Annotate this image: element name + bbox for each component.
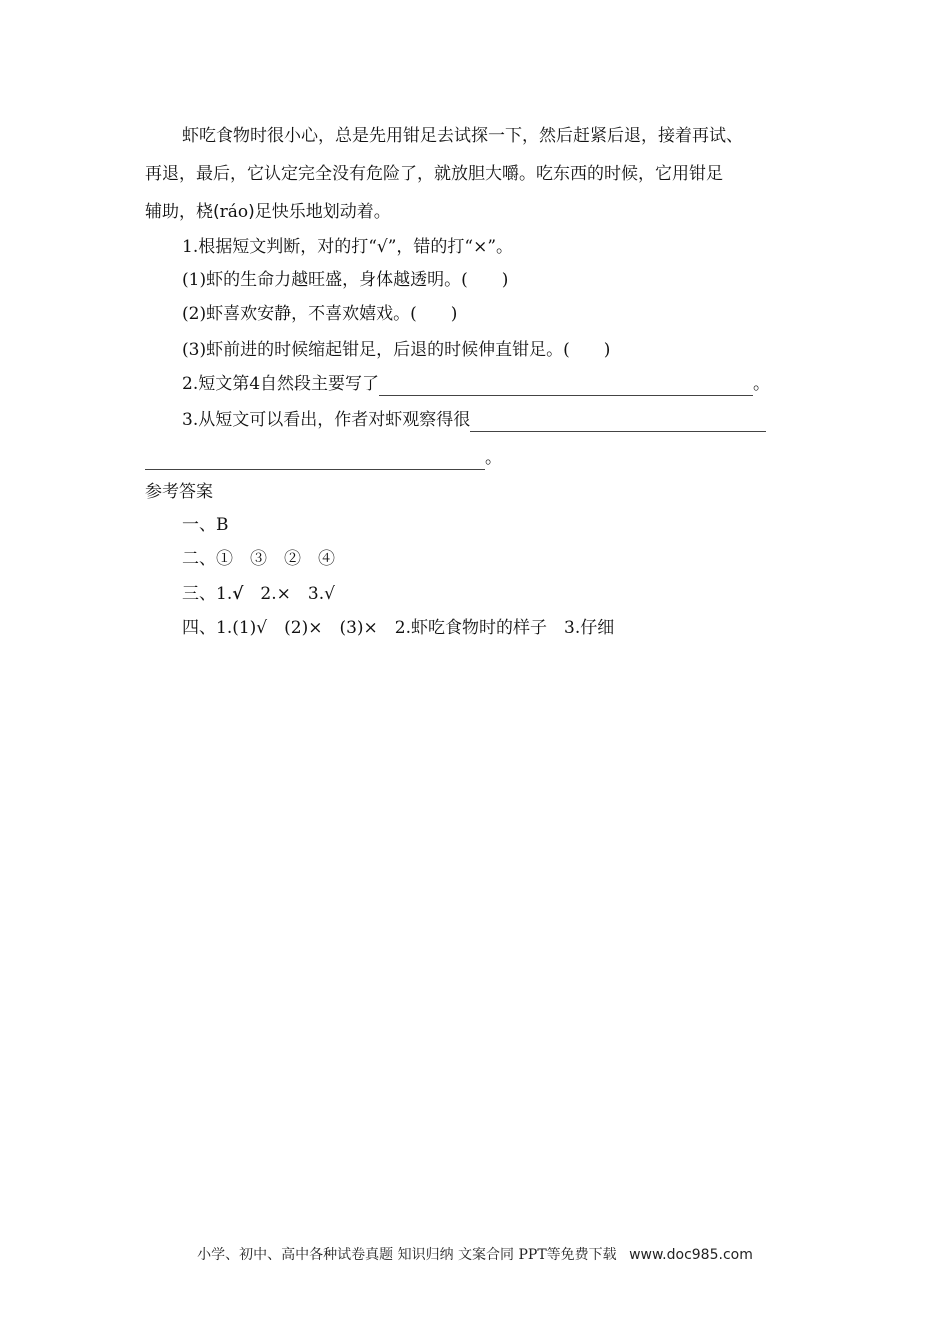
footer-text: 小学、初中、高中各种试卷真题 知识归纳 文案合同 PPT等免费下载 [197,1247,617,1263]
footer-url[interactable]: www.doc985.com [629,1247,753,1263]
passage-line-3-b: )足快乐地划动着。 [248,202,391,222]
answer-blank-3a[interactable] [470,413,766,432]
question-1-item-2: (2)虾喜欢安静，不喜欢嬉戏。( ) [182,304,458,324]
question-2-text: 2.短文第4自然段主要写了 [182,374,380,394]
answer-4-mid: 3. [547,618,581,638]
answer-1: 一、B [182,515,229,535]
answer-4-prefix: 四、1.(1)√ (2)× (3)× 2. [182,618,412,638]
answer-4-word: 仔细 [580,618,615,638]
question-1-item-3: (3)虾前进的时候缩起钳足，后退的时候伸直钳足。( ) [182,340,611,360]
question-1-title: 1.根据短文判断，对的打“√”，错的打“×”。 [182,237,514,257]
passage-line-1: 虾吃食物时很小心，总是先用钳足去试探一下，然后赶紧后退，接着再试、 [182,126,743,146]
passage-line-2: 再退，最后，它认定完全没有危险了，就放胆大嚼。吃东西的时候，它用钳足 [145,164,723,184]
question-2-end: 。 [753,374,771,394]
question-3-text: 3.从短文可以看出，作者对虾观察得很 [182,410,471,430]
question-3-continued [145,446,502,470]
passage-line-3-a: 辅助，桡( [145,202,220,222]
check-mark: √ [232,584,244,604]
answer-3-prefix: 三、1. [182,584,233,604]
answer-4-phrase: 虾吃食物时的样子 [411,618,548,638]
question-1-item-1: (1)虾的生命力越旺盛，身体越透明。( ) [182,270,509,290]
question-2 [182,372,770,396]
question-3 [182,408,766,432]
pinyin-rao: ráo [219,202,249,222]
answer-2: 二、① ③ ② ④ [182,549,335,569]
answer-blank-3b[interactable] [145,451,485,470]
answers-heading: 参考答案 [145,482,213,502]
passage-line-3 [145,200,391,224]
answer-4 [182,616,614,640]
answer-3-rest: 2.× 3.√ [243,584,335,604]
answer-blank-2[interactable] [379,377,753,396]
page-footer [0,1244,950,1264]
answer-3 [182,582,335,606]
question-3-end: 。 [485,448,502,468]
